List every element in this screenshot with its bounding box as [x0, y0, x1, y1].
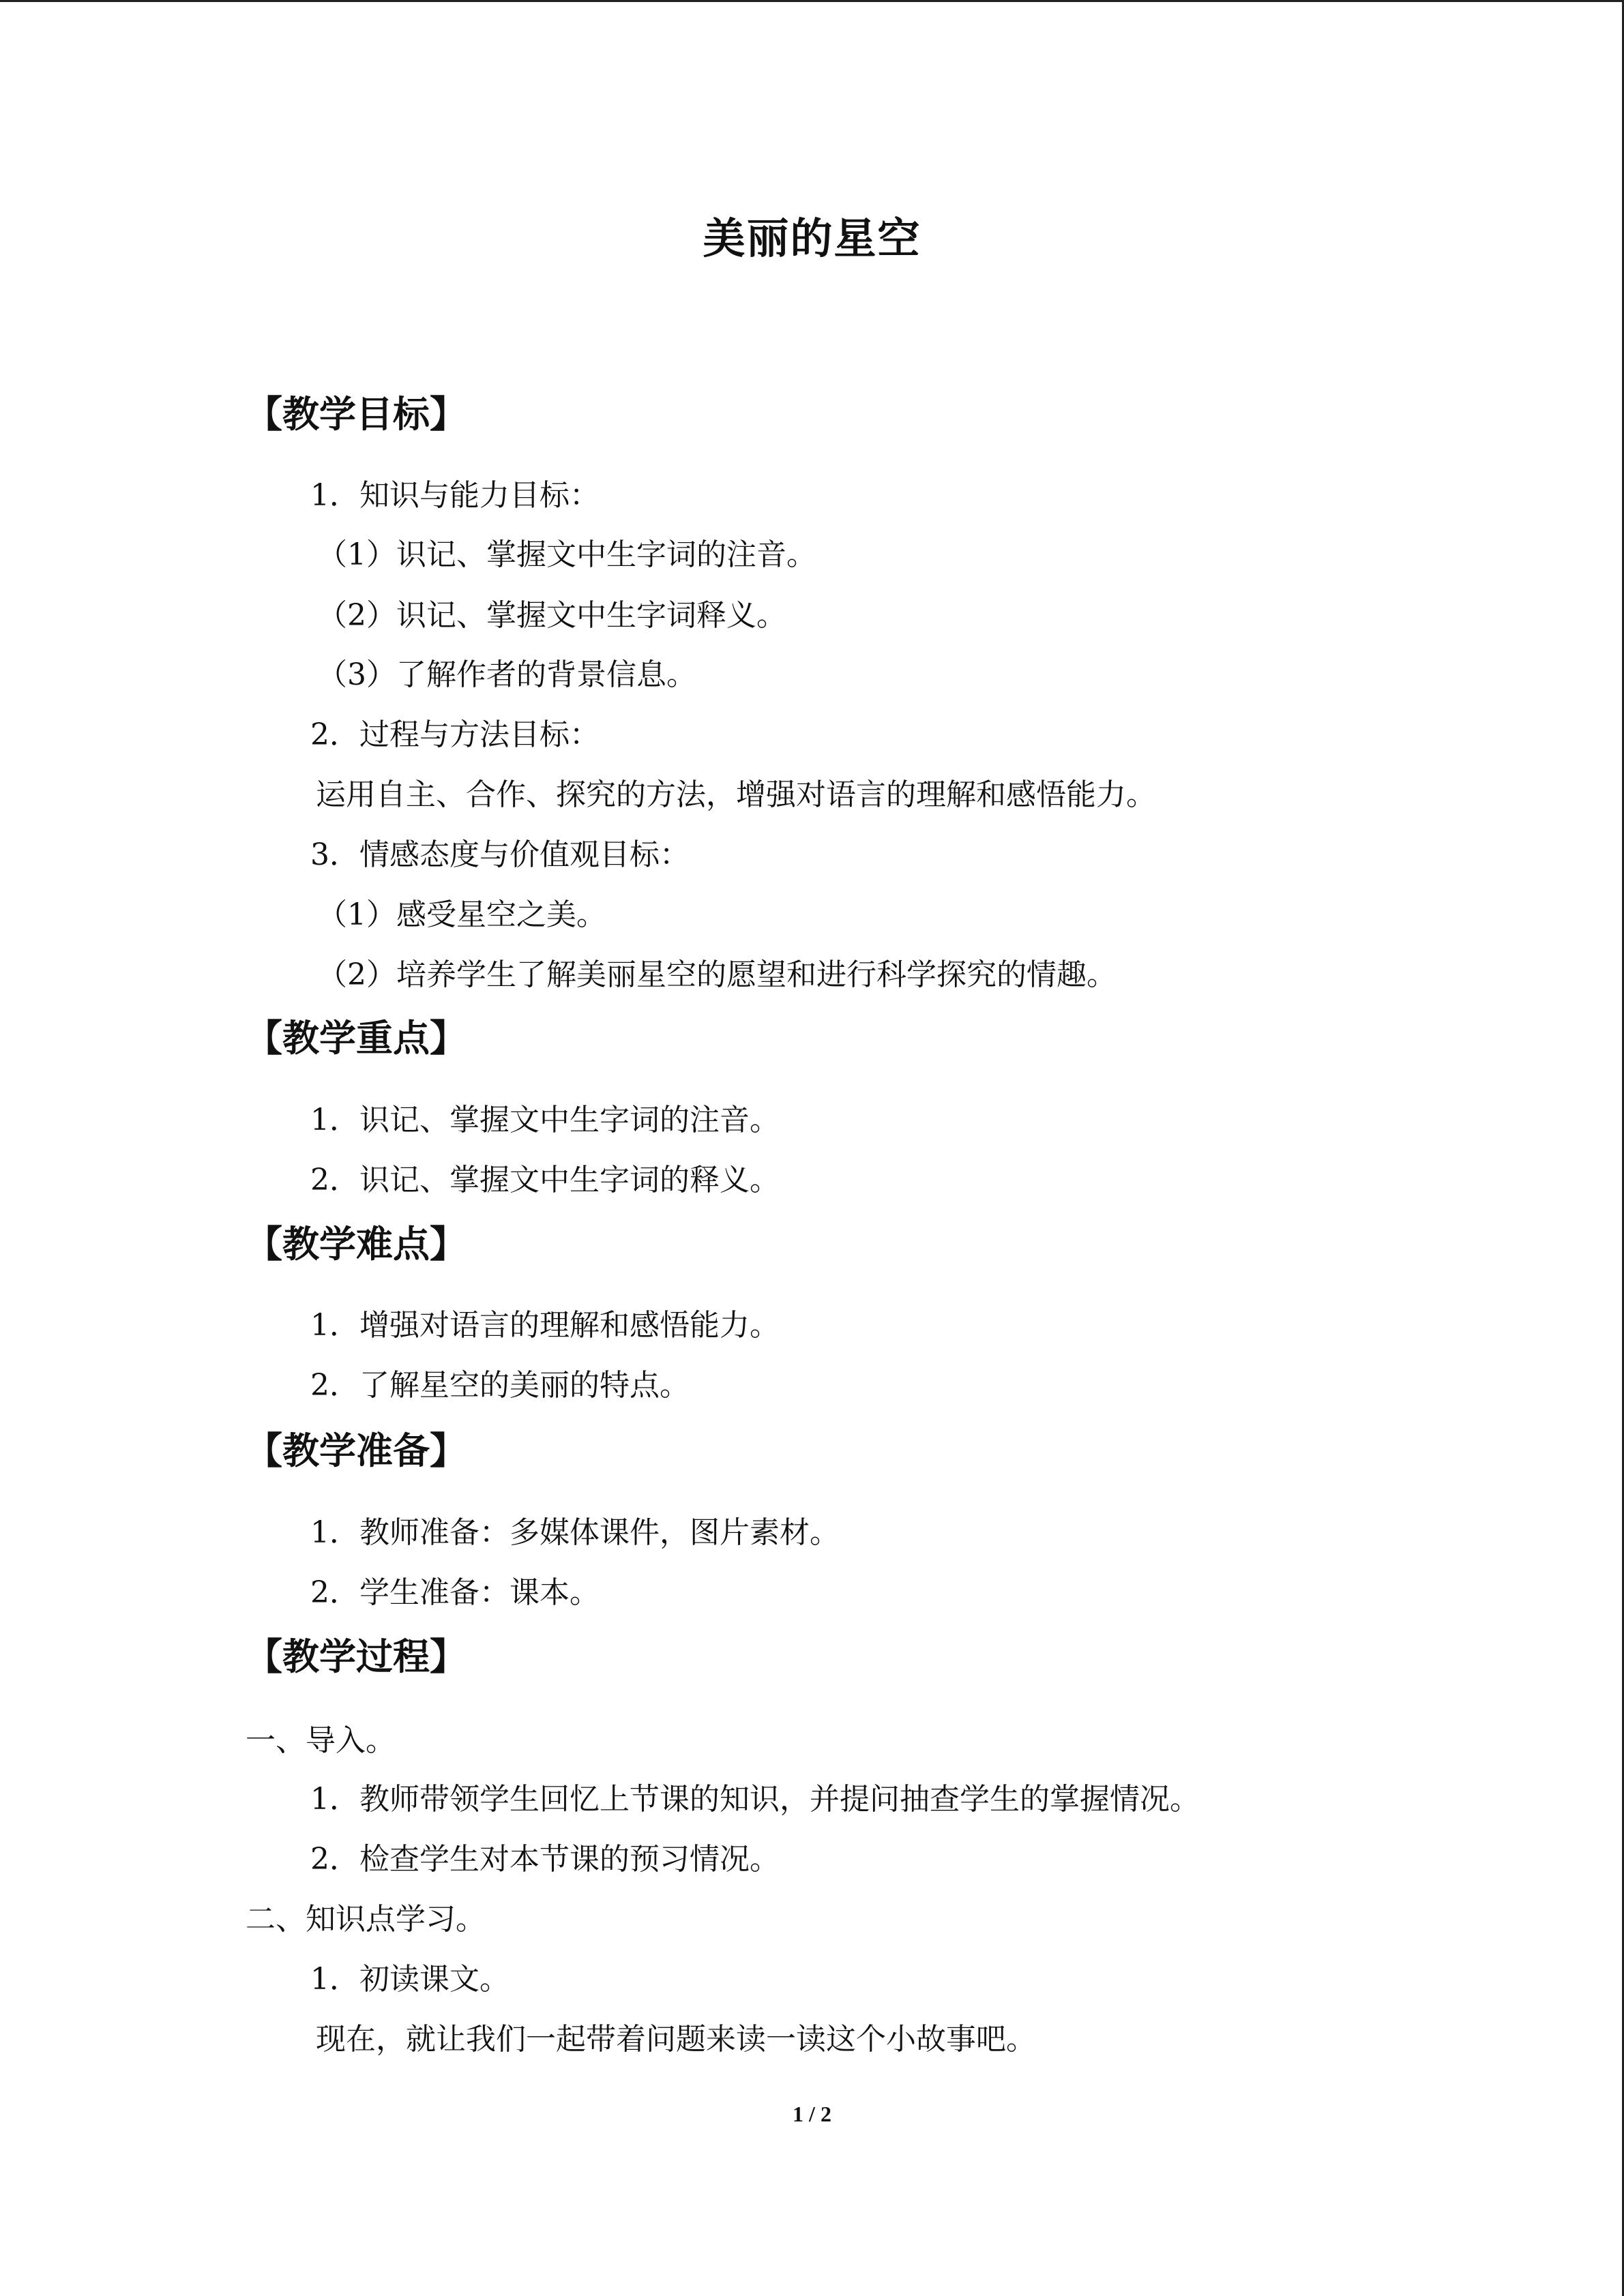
objective-line: （3）了解作者的背景信息。	[317, 657, 696, 692]
objective-line: （2）培养学生了解美丽星空的愿望和进行科学探究的情趣。	[317, 957, 1117, 992]
key-point-line: 2．识记、掌握文中生字词的释义。	[310, 1163, 780, 1197]
objective-line: （2）识记、掌握文中生字词释义。	[317, 598, 786, 633]
document-title: 美丽的星空	[703, 213, 921, 263]
process-line: 2．检查学生对本节课的预习情况。	[310, 1842, 780, 1877]
process-line: 1．初读课文。	[310, 1962, 510, 1997]
heading-difficulties: 【教学难点】	[246, 1223, 467, 1266]
difficulty-line: 1．增强对语言的理解和感悟能力。	[310, 1308, 780, 1343]
heading-key-points: 【教学重点】	[246, 1017, 467, 1060]
objective-line: 运用自主、合作、探究的方法，增强对语言的理解和感悟能力。	[316, 777, 1156, 812]
objective-line: 1．知识与能力目标：	[310, 478, 600, 513]
objective-line: （1）感受星空之美。	[317, 897, 606, 932]
objective-line: 3．情感态度与价值观目标：	[310, 837, 690, 872]
heading-objectives: 【教学目标】	[246, 393, 467, 436]
objective-line: （1）识记、掌握文中生字词的注音。	[317, 537, 816, 572]
heading-process: 【教学过程】	[246, 1635, 467, 1678]
key-point-line: 1．识记、掌握文中生字词的注音。	[310, 1103, 780, 1137]
process-line: 1．教师带领学生回忆上节课的知识，并提问抽查学生的掌握情况。	[310, 1782, 1200, 1817]
preparation-line: 2．学生准备：课本。	[310, 1575, 600, 1610]
heading-preparation: 【教学准备】	[246, 1429, 467, 1472]
process-line: 二、知识点学习。	[246, 1902, 486, 1937]
difficulty-line: 2．了解星空的美丽的特点。	[310, 1368, 690, 1403]
objective-line: 2．过程与方法目标：	[310, 717, 600, 752]
process-line: 一、导入。	[246, 1723, 396, 1758]
preparation-line: 1．教师准备：多媒体课件，图片素材。	[310, 1515, 840, 1550]
page-number: 1 / 2	[793, 2102, 831, 2126]
process-line: 现在，就让我们一起带着问题来读一读这个小故事吧。	[316, 2022, 1036, 2057]
